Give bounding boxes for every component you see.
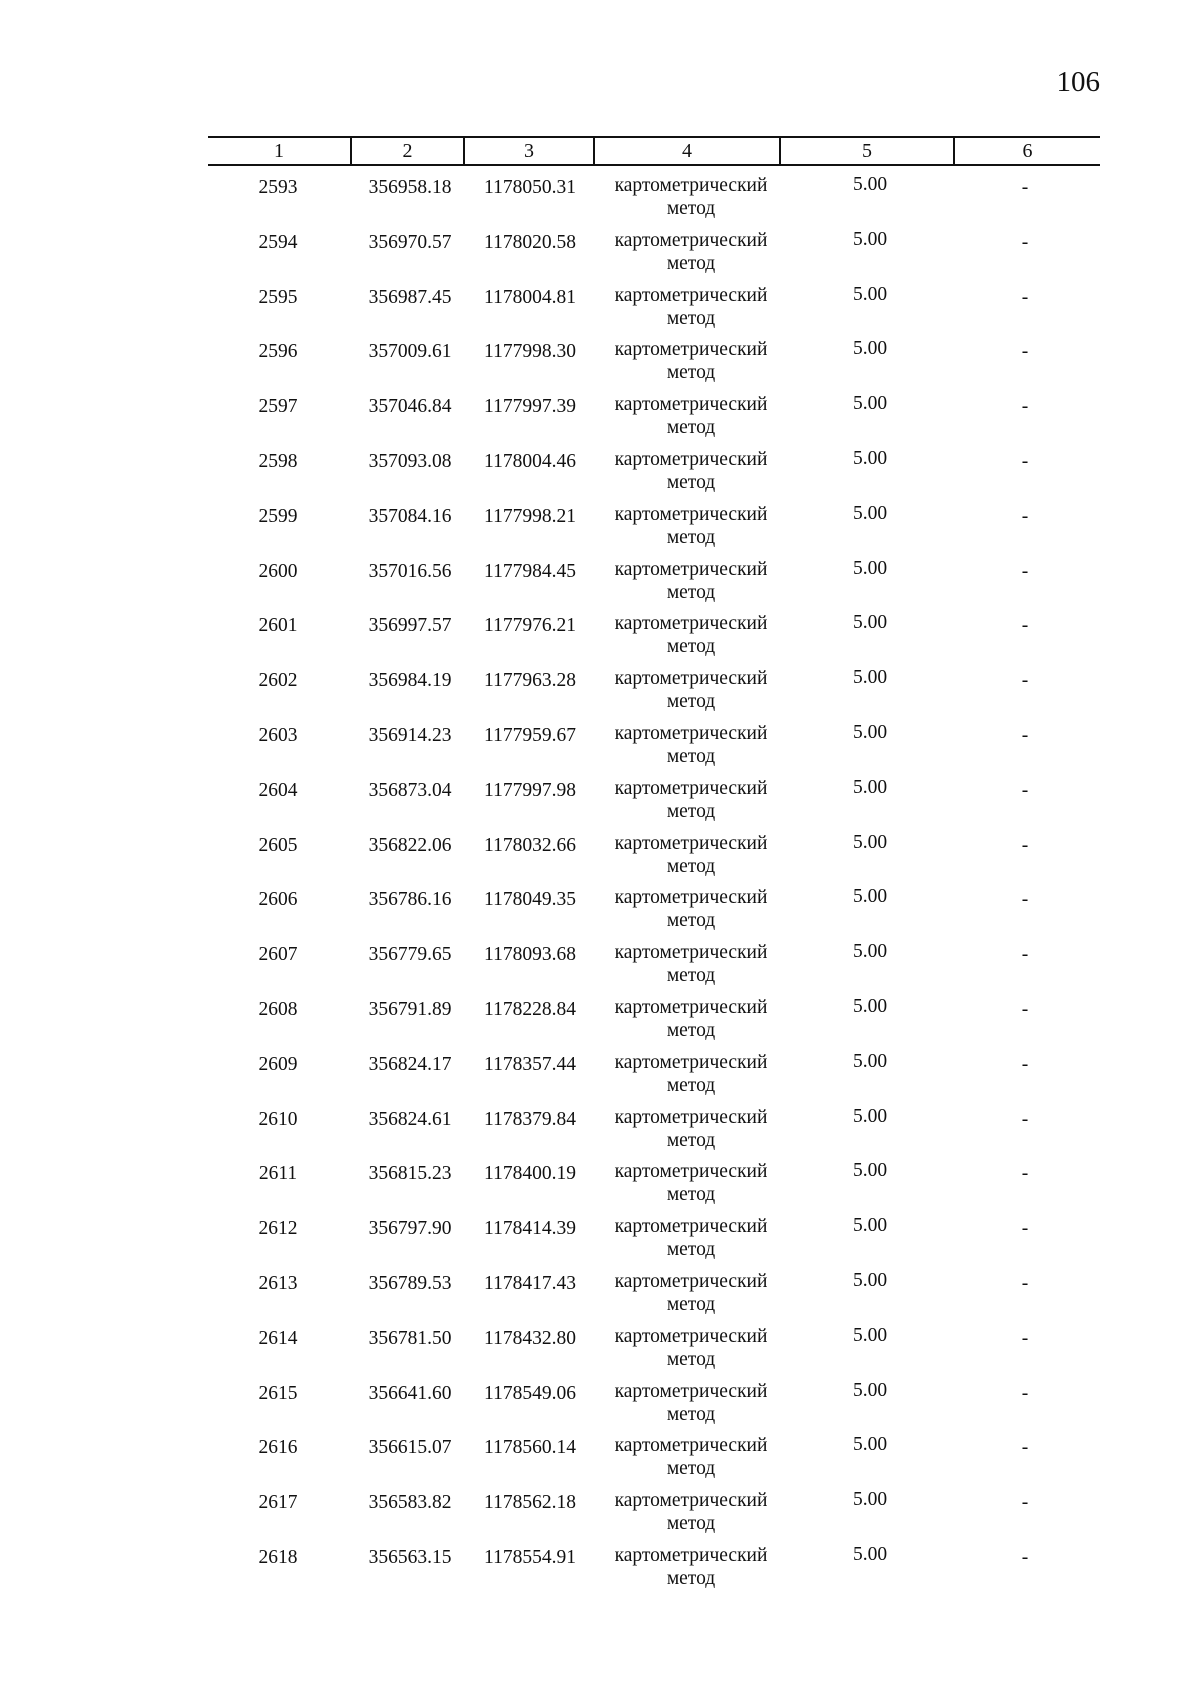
note-value: - xyxy=(1021,1382,1029,1404)
point-number: 2617 xyxy=(258,1492,298,1514)
coordinate-x: 356583.82 xyxy=(368,1492,452,1514)
method-line2: метод xyxy=(666,1129,716,1151)
method-cell xyxy=(596,174,786,220)
accuracy-value: 5.00 xyxy=(852,612,888,634)
accuracy-value: 5.00 xyxy=(852,338,888,360)
coordinate-y: 1178050.31 xyxy=(484,177,576,198)
coordinate-y: 1177976.21 xyxy=(484,615,576,637)
coordinate-y: 1178432.80 xyxy=(484,1327,576,1349)
coordinate-x: 356815.23 xyxy=(368,1163,452,1185)
method-cell xyxy=(596,886,786,932)
note-value: - xyxy=(1021,1546,1029,1568)
coordinate-x: 356779.65 xyxy=(368,944,452,966)
point-number: 2605 xyxy=(258,834,298,856)
point-number: 2618 xyxy=(258,1546,298,1568)
point-number: 2597 xyxy=(258,396,298,418)
coordinate-x: 356641.60 xyxy=(368,1382,452,1404)
table-row xyxy=(0,667,1200,722)
coordinate-x: 356997.57 xyxy=(368,615,452,637)
method-line2: метод xyxy=(666,198,716,219)
method-cell xyxy=(596,558,786,604)
note-value: - xyxy=(1021,834,1029,856)
point-number: 2609 xyxy=(258,1053,298,1075)
method-line1: картометрический xyxy=(614,558,768,580)
coordinate-x: 356789.53 xyxy=(368,1272,452,1294)
point-number: 2615 xyxy=(258,1382,298,1404)
note-value: - xyxy=(1021,505,1029,527)
table-row xyxy=(0,1325,1200,1380)
method-line1: картометрический xyxy=(614,613,768,635)
accuracy-value: 5.00 xyxy=(852,667,888,689)
point-number: 2593 xyxy=(258,177,298,198)
coordinate-y: 1178020.58 xyxy=(484,231,576,253)
coordinate-x: 356958.18 xyxy=(368,177,452,198)
column-header-2: 2 xyxy=(352,138,465,164)
coordinate-y: 1177959.67 xyxy=(484,724,576,746)
note-value: - xyxy=(1021,944,1029,966)
method-cell xyxy=(596,1270,786,1316)
point-number: 2611 xyxy=(258,1163,298,1185)
note-value: - xyxy=(1021,1163,1029,1185)
coordinate-y: 1177984.45 xyxy=(484,560,576,582)
method-cell xyxy=(596,777,786,823)
column-header-4: 4 xyxy=(595,138,781,164)
point-number: 2614 xyxy=(258,1327,298,1349)
method-line1: картометрический xyxy=(614,394,768,416)
method-cell xyxy=(596,284,786,330)
coordinate-x: 356781.50 xyxy=(368,1327,452,1349)
method-line1: картометрический xyxy=(614,339,768,361)
accuracy-value: 5.00 xyxy=(852,393,888,415)
note-value: - xyxy=(1021,670,1029,692)
coordinate-x: 357084.16 xyxy=(368,505,452,527)
method-cell xyxy=(596,393,786,439)
coordinate-x: 356984.19 xyxy=(368,670,452,692)
method-cell xyxy=(596,1380,786,1426)
coordinate-y: 1178414.39 xyxy=(484,1218,576,1240)
method-line2: метод xyxy=(666,1239,716,1261)
table-row xyxy=(0,722,1200,777)
table-row xyxy=(0,1215,1200,1270)
point-number: 2606 xyxy=(258,889,298,911)
point-number: 2602 xyxy=(258,670,298,692)
coordinate-x: 356822.06 xyxy=(368,834,452,856)
coordinate-y: 1178032.66 xyxy=(484,834,576,856)
method-line2: метод xyxy=(666,1348,716,1370)
column-header-3: 3 xyxy=(465,138,595,164)
method-line1: картометрический xyxy=(614,942,768,964)
coordinate-x: 356563.15 xyxy=(368,1546,452,1568)
method-line2: метод xyxy=(666,1567,716,1589)
method-line1: картометрический xyxy=(614,887,768,909)
table-row xyxy=(0,229,1200,284)
accuracy-value: 5.00 xyxy=(852,1215,888,1237)
method-cell xyxy=(596,229,786,275)
method-cell xyxy=(596,1106,786,1152)
table-row xyxy=(0,612,1200,667)
table-row xyxy=(0,284,1200,339)
table-row xyxy=(0,1544,1200,1599)
method-cell xyxy=(596,1434,786,1480)
method-cell xyxy=(596,1544,786,1590)
accuracy-value: 5.00 xyxy=(852,1379,888,1401)
coordinate-y: 1178379.84 xyxy=(484,1108,576,1130)
accuracy-value: 5.00 xyxy=(852,1489,888,1511)
method-line1: картометрический xyxy=(614,1325,768,1347)
coordinate-x: 357016.56 xyxy=(368,560,452,582)
method-cell xyxy=(596,996,786,1042)
method-line2: метод xyxy=(666,471,716,493)
method-cell xyxy=(596,1325,786,1371)
coordinate-x: 357046.84 xyxy=(368,396,452,418)
method-line1: картометрический xyxy=(614,1106,768,1128)
point-number: 2610 xyxy=(258,1108,298,1130)
accuracy-value: 5.00 xyxy=(852,995,888,1017)
accuracy-value: 5.00 xyxy=(852,283,888,305)
method-line1: картометрический xyxy=(614,1490,768,1512)
method-line2: метод xyxy=(666,252,716,274)
note-value: - xyxy=(1021,450,1029,472)
table-row xyxy=(0,448,1200,503)
table-body xyxy=(0,174,1200,1599)
coordinate-y: 1177998.30 xyxy=(484,341,576,363)
point-number: 2595 xyxy=(258,286,298,308)
note-value: - xyxy=(1021,396,1029,418)
method-cell xyxy=(596,612,786,658)
note-value: - xyxy=(1021,1327,1029,1349)
point-number: 2601 xyxy=(258,615,298,637)
coordinate-x: 356914.23 xyxy=(368,724,452,746)
accuracy-value: 5.00 xyxy=(852,831,888,853)
coordinate-y: 1178228.84 xyxy=(484,998,576,1020)
method-line2: метод xyxy=(666,526,716,548)
method-line1: картометрический xyxy=(614,777,768,799)
note-value: - xyxy=(1021,1218,1029,1240)
coordinate-y: 1177963.28 xyxy=(484,670,576,692)
table-row xyxy=(0,1434,1200,1489)
accuracy-value: 5.00 xyxy=(852,1105,888,1127)
method-line2: метод xyxy=(666,636,716,658)
note-value: - xyxy=(1021,1437,1029,1459)
note-value: - xyxy=(1021,1053,1029,1075)
accuracy-value: 5.00 xyxy=(852,174,888,195)
point-number: 2613 xyxy=(258,1272,298,1294)
accuracy-value: 5.00 xyxy=(852,1324,888,1346)
method-line1: картометрический xyxy=(614,1161,768,1183)
note-value: - xyxy=(1021,1272,1029,1294)
method-line1: картометрический xyxy=(614,503,768,525)
method-line1: картометрический xyxy=(614,1216,768,1238)
accuracy-value: 5.00 xyxy=(852,1434,888,1456)
column-header-5: 5 xyxy=(781,138,955,164)
page-number: 106 xyxy=(1056,66,1100,98)
table-row xyxy=(0,996,1200,1051)
note-value: - xyxy=(1021,286,1029,308)
coordinate-x: 357093.08 xyxy=(368,450,452,472)
table-row xyxy=(0,1489,1200,1544)
method-cell xyxy=(596,667,786,713)
method-line2: метод xyxy=(666,1513,716,1535)
coordinate-y: 1178417.43 xyxy=(484,1272,576,1294)
note-value: - xyxy=(1021,1108,1029,1130)
table-row xyxy=(0,558,1200,613)
method-line1: картометрический xyxy=(614,996,768,1018)
accuracy-value: 5.00 xyxy=(852,557,888,579)
coordinate-y: 1178554.91 xyxy=(484,1546,576,1568)
method-line2: метод xyxy=(666,1293,716,1315)
coordinate-x: 356970.57 xyxy=(368,231,452,253)
method-cell xyxy=(596,941,786,987)
point-number: 2599 xyxy=(258,505,298,527)
point-number: 2608 xyxy=(258,998,298,1020)
method-line2: метод xyxy=(666,855,716,877)
accuracy-value: 5.00 xyxy=(852,502,888,524)
coordinate-y: 1177997.39 xyxy=(484,396,576,418)
coordinate-x: 356824.17 xyxy=(368,1053,452,1075)
coordinate-y: 1178560.14 xyxy=(484,1437,576,1459)
method-line2: метод xyxy=(666,307,716,329)
accuracy-value: 5.00 xyxy=(852,228,888,250)
note-value: - xyxy=(1021,1492,1029,1514)
method-line2: метод xyxy=(666,581,716,603)
method-line1: картометрический xyxy=(614,229,768,251)
table-row xyxy=(0,503,1200,558)
method-cell xyxy=(596,1489,786,1535)
coordinate-y: 1177997.98 xyxy=(484,779,576,801)
method-line1: картометрический xyxy=(614,1270,768,1292)
method-line2: метод xyxy=(666,362,716,384)
method-cell xyxy=(596,1160,786,1206)
coordinate-x: 356987.45 xyxy=(368,286,452,308)
coordinate-x: 356824.61 xyxy=(368,1108,452,1130)
point-number: 2598 xyxy=(258,450,298,472)
coordinate-y: 1178049.35 xyxy=(484,889,576,911)
table-row xyxy=(0,1051,1200,1106)
point-number: 2604 xyxy=(258,779,298,801)
column-header-1: 1 xyxy=(208,138,352,164)
coordinate-x: 356797.90 xyxy=(368,1218,452,1240)
method-cell xyxy=(596,1051,786,1097)
method-cell xyxy=(596,448,786,494)
method-line1: картометрический xyxy=(614,1435,768,1457)
note-value: - xyxy=(1021,779,1029,801)
point-number: 2607 xyxy=(258,944,298,966)
coordinate-y: 1178004.46 xyxy=(484,450,576,472)
method-line2: метод xyxy=(666,1019,716,1041)
method-line2: метод xyxy=(666,800,716,822)
method-line2: метод xyxy=(666,965,716,987)
table-row xyxy=(0,941,1200,996)
method-line1: картометрический xyxy=(614,668,768,690)
point-number: 2616 xyxy=(258,1437,298,1459)
method-line1: картометрический xyxy=(614,722,768,744)
point-number: 2596 xyxy=(258,341,298,363)
coordinate-y: 1178400.19 xyxy=(484,1163,576,1185)
method-line2: метод xyxy=(666,1403,716,1425)
accuracy-value: 5.00 xyxy=(852,447,888,469)
accuracy-value: 5.00 xyxy=(852,941,888,963)
coordinate-x: 356786.16 xyxy=(368,889,452,911)
accuracy-value: 5.00 xyxy=(852,1269,888,1291)
coordinate-y: 1178004.81 xyxy=(484,286,576,308)
method-line1: картометрический xyxy=(614,175,768,196)
table-row xyxy=(0,393,1200,448)
table-header xyxy=(208,136,1100,166)
coordinate-y: 1177998.21 xyxy=(484,505,576,527)
method-cell xyxy=(596,1215,786,1261)
coordinate-x: 356791.89 xyxy=(368,998,452,1020)
accuracy-value: 5.00 xyxy=(852,1160,888,1182)
note-value: - xyxy=(1021,998,1029,1020)
table-row xyxy=(0,1380,1200,1435)
accuracy-value: 5.00 xyxy=(852,721,888,743)
method-line1: картометрический xyxy=(614,832,768,854)
accuracy-value: 5.00 xyxy=(852,776,888,798)
coordinate-y: 1178549.06 xyxy=(484,1382,576,1404)
table-row xyxy=(0,338,1200,393)
note-value: - xyxy=(1021,231,1029,253)
table-row xyxy=(0,1160,1200,1215)
note-value: - xyxy=(1021,560,1029,582)
accuracy-value: 5.00 xyxy=(852,886,888,908)
accuracy-value: 5.00 xyxy=(852,1050,888,1072)
table-row xyxy=(0,832,1200,887)
method-line2: метод xyxy=(666,910,716,932)
method-line1: картометрический xyxy=(614,1051,768,1073)
note-value: - xyxy=(1021,615,1029,637)
table-row xyxy=(0,777,1200,832)
table-row xyxy=(0,174,1200,229)
method-line1: картометрический xyxy=(614,1380,768,1402)
method-cell xyxy=(596,832,786,878)
coordinate-x: 356873.04 xyxy=(368,779,452,801)
coordinate-x: 356615.07 xyxy=(368,1437,452,1459)
method-cell xyxy=(596,722,786,768)
method-line1: картометрический xyxy=(614,284,768,306)
method-line2: метод xyxy=(666,1458,716,1480)
method-line2: метод xyxy=(666,1184,716,1206)
point-number: 2594 xyxy=(258,231,298,253)
point-number: 2600 xyxy=(258,560,298,582)
coordinate-y: 1178093.68 xyxy=(484,944,576,966)
method-line2: метод xyxy=(666,691,716,713)
coordinate-y: 1178357.44 xyxy=(484,1053,576,1075)
table-row xyxy=(0,1106,1200,1161)
method-line1: картометрический xyxy=(614,448,768,470)
method-cell xyxy=(596,338,786,384)
coordinate-x: 357009.61 xyxy=(368,341,452,363)
method-cell xyxy=(596,503,786,549)
accuracy-value: 5.00 xyxy=(852,1543,888,1565)
note-value: - xyxy=(1021,889,1029,911)
note-value: - xyxy=(1021,724,1029,746)
column-header-6: 6 xyxy=(1022,140,1033,162)
coordinate-y: 1178562.18 xyxy=(484,1492,576,1514)
table-row xyxy=(0,1270,1200,1325)
note-value: - xyxy=(1021,177,1029,198)
method-line2: метод xyxy=(666,745,716,767)
note-value: - xyxy=(1021,341,1029,363)
method-line1: картометрический xyxy=(614,1544,768,1566)
point-number: 2603 xyxy=(258,724,298,746)
table-row xyxy=(0,886,1200,941)
method-line2: метод xyxy=(666,1074,716,1096)
point-number: 2612 xyxy=(258,1218,298,1240)
method-line2: метод xyxy=(666,417,716,439)
